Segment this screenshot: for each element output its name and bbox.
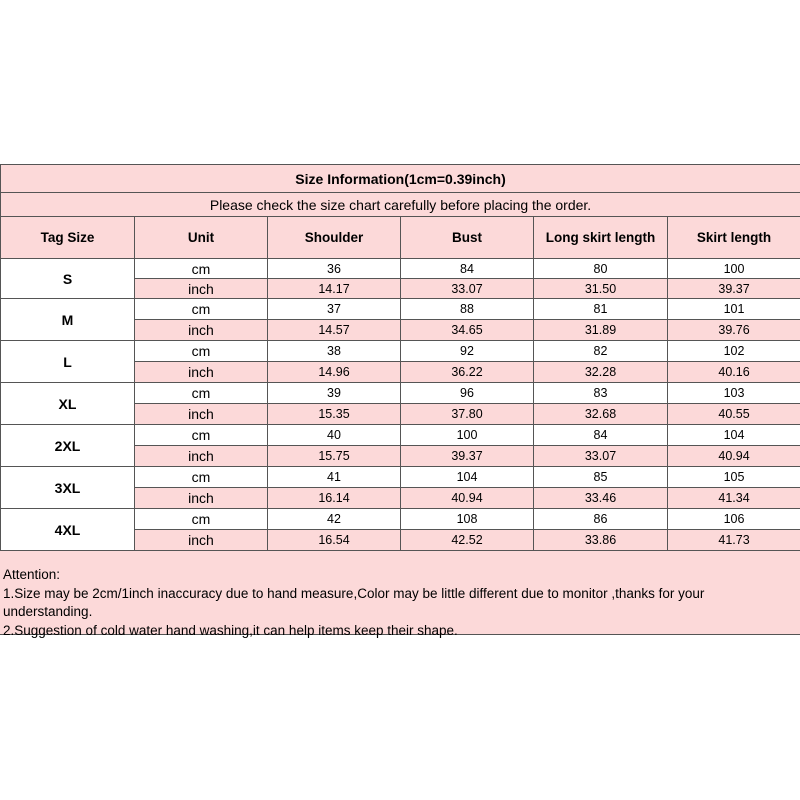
value-cell: 101 <box>668 299 800 320</box>
value-cell: 39.37 <box>668 279 800 299</box>
tag-size-cell: S <box>1 259 135 299</box>
attention-note-1: 1.Size may be 2cm/1inch inaccuracy due to hand measure,Color may be little different due to monitor ,thanks for your understanding. <box>3 585 705 619</box>
value-cell: 37.80 <box>401 404 534 425</box>
value-cell: 108 <box>401 509 534 530</box>
unit-cell: inch <box>135 488 268 509</box>
tag-size-cell: M <box>1 299 135 341</box>
value-cell: 42.52 <box>401 530 534 551</box>
size-row-cm <box>1 299 800 320</box>
unit-cell: cm <box>135 425 268 446</box>
value-cell: 16.14 <box>268 488 401 509</box>
value-cell: 38 <box>268 341 401 362</box>
value-cell: 32.68 <box>534 404 668 425</box>
value-cell: 102 <box>668 341 800 362</box>
value-cell: 31.89 <box>534 320 668 341</box>
value-cell: 83 <box>534 383 668 404</box>
value-cell: 41 <box>268 467 401 488</box>
tag-size-cell: 2XL <box>1 425 135 467</box>
value-cell: 31.50 <box>534 279 668 299</box>
unit-cell: cm <box>135 259 268 279</box>
value-cell: 92 <box>401 341 534 362</box>
value-cell: 40 <box>268 425 401 446</box>
header-tag-size: Tag Size <box>1 217 135 259</box>
size-row-cm <box>1 509 800 530</box>
header-bust: Bust <box>401 217 534 259</box>
unit-cell: inch <box>135 446 268 467</box>
unit-cell: inch <box>135 404 268 425</box>
tag-size-cell: 3XL <box>1 467 135 509</box>
value-cell: 16.54 <box>268 530 401 551</box>
value-cell: 40.16 <box>668 362 800 383</box>
value-cell: 80 <box>534 259 668 279</box>
size-row-cm <box>1 383 800 404</box>
value-cell: 33.07 <box>401 279 534 299</box>
tag-size-cell: XL <box>1 383 135 425</box>
value-cell: 105 <box>668 467 800 488</box>
value-cell: 42 <box>268 509 401 530</box>
value-cell: 40.55 <box>668 404 800 425</box>
value-cell: 14.57 <box>268 320 401 341</box>
attention-heading: Attention: <box>3 567 61 582</box>
size-row-cm <box>1 425 800 446</box>
value-cell: 36 <box>268 259 401 279</box>
value-cell: 41.34 <box>668 488 800 509</box>
value-cell: 41.73 <box>668 530 800 551</box>
value-cell: 33.86 <box>534 530 668 551</box>
unit-cell: inch <box>135 320 268 341</box>
header-skirt-length: Skirt length <box>668 217 800 259</box>
header-row <box>1 217 800 259</box>
size-row-cm <box>1 467 800 488</box>
value-cell: 37 <box>268 299 401 320</box>
value-cell: 81 <box>534 299 668 320</box>
value-cell: 84 <box>401 259 534 279</box>
value-cell: 96 <box>401 383 534 404</box>
value-cell: 82 <box>534 341 668 362</box>
table-subtitle: Please check the size chart carefully before placing the order. <box>1 193 800 217</box>
tag-size-cell: 4XL <box>1 509 135 551</box>
unit-cell: inch <box>135 362 268 383</box>
attention-note-2: 2.Suggestion of cold water hand washing,it can help items keep their shape. <box>3 622 458 638</box>
tag-size-cell: L <box>1 341 135 383</box>
value-cell: 40.94 <box>668 446 800 467</box>
size-table <box>0 164 800 551</box>
value-cell: 33.46 <box>534 488 668 509</box>
unit-cell: inch <box>135 530 268 551</box>
header-shoulder: Shoulder <box>268 217 401 259</box>
value-cell: 39 <box>268 383 401 404</box>
value-cell: 100 <box>668 259 800 279</box>
value-cell: 15.35 <box>268 404 401 425</box>
header-unit: Unit <box>135 217 268 259</box>
header-long-skirt-length: Long skirt length <box>534 217 668 259</box>
attention-note <box>0 550 800 638</box>
unit-cell: cm <box>135 509 268 530</box>
value-cell: 100 <box>401 425 534 446</box>
unit-cell: inch <box>135 279 268 299</box>
unit-cell: cm <box>135 467 268 488</box>
value-cell: 32.28 <box>534 362 668 383</box>
value-cell: 14.96 <box>268 362 401 383</box>
table-subtitle-row <box>1 193 800 217</box>
unit-cell: cm <box>135 341 268 362</box>
value-cell: 88 <box>401 299 534 320</box>
size-chart <box>0 164 800 551</box>
value-cell: 36.22 <box>401 362 534 383</box>
value-cell: 33.07 <box>534 446 668 467</box>
value-cell: 86 <box>534 509 668 530</box>
table-title: Size Information(1cm=0.39inch) <box>1 165 800 193</box>
value-cell: 85 <box>534 467 668 488</box>
size-row-cm <box>1 341 800 362</box>
value-cell: 39.76 <box>668 320 800 341</box>
value-cell: 34.65 <box>401 320 534 341</box>
table-title-row <box>1 165 800 193</box>
value-cell: 106 <box>668 509 800 530</box>
unit-cell: cm <box>135 383 268 404</box>
value-cell: 104 <box>668 425 800 446</box>
value-cell: 14.17 <box>268 279 401 299</box>
size-row-cm <box>1 259 800 279</box>
value-cell: 15.75 <box>268 446 401 467</box>
value-cell: 104 <box>401 467 534 488</box>
value-cell: 103 <box>668 383 800 404</box>
value-cell: 84 <box>534 425 668 446</box>
value-cell: 40.94 <box>401 488 534 509</box>
value-cell: 39.37 <box>401 446 534 467</box>
unit-cell: cm <box>135 299 268 320</box>
